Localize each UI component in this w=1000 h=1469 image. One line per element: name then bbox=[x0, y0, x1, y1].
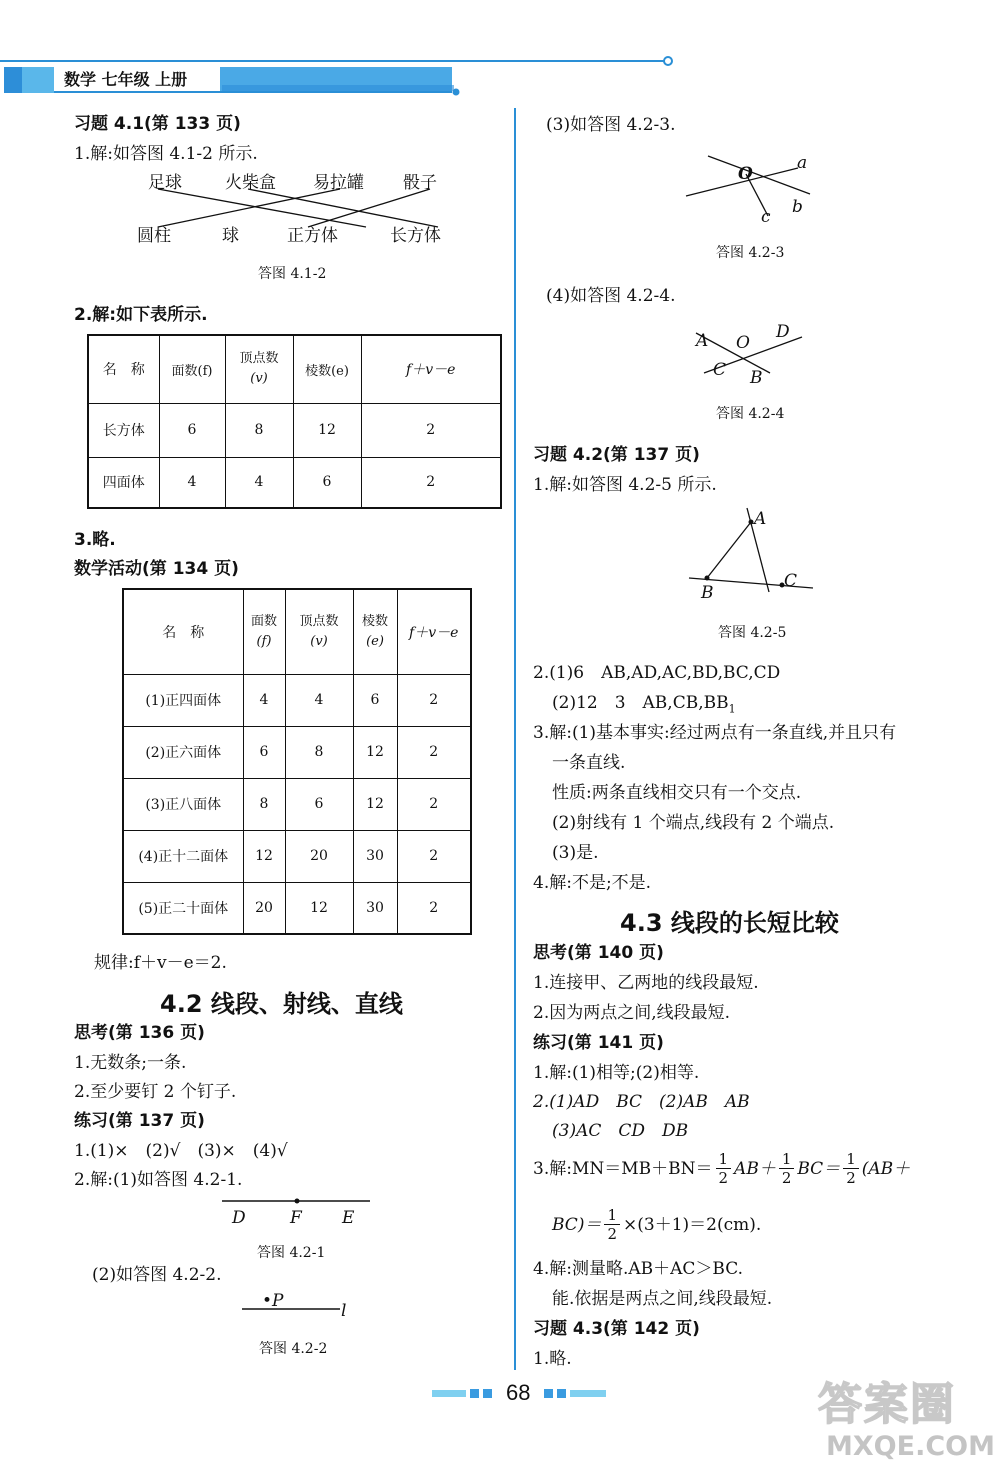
fraction: $\frac{1}{2}$ bbox=[604, 1206, 620, 1243]
exercise-4-3-q1: 1.略. bbox=[533, 1349, 572, 1369]
think-136-1: 1.无数条;一条. bbox=[74, 1053, 187, 1073]
exercise-4-1-title: 习题 4.1(第 133 页) bbox=[74, 114, 241, 134]
fig412-bottom-cylinder: 圆柱 bbox=[137, 226, 171, 246]
table-row: (5)正二十面体 20 12 30 2 bbox=[123, 882, 471, 934]
practice-141-4a: 4.解:测量略.AB＋AC＞BC. bbox=[533, 1259, 744, 1279]
fig421-label-f: F bbox=[290, 1208, 302, 1228]
fig425-label-b: B bbox=[701, 583, 714, 603]
exercise-4-2-title: 习题 4.2(第 137 页) bbox=[533, 445, 700, 465]
exercise-4-2-q3e: (3)是. bbox=[552, 843, 599, 863]
practice-137-2d: (4)如答图 4.2-4. bbox=[546, 286, 676, 306]
table1-header-vertices: 顶点数 (v) bbox=[225, 335, 293, 403]
think-140-1: 1.连接甲、乙两地的线段最短. bbox=[533, 973, 759, 993]
practice-141-4b: 能.依据是两点之间,线段最短. bbox=[552, 1289, 773, 1309]
think-140-2: 2.因为两点之间,线段最短. bbox=[533, 1003, 731, 1023]
practice-141-2b: (3)AC CD DB bbox=[552, 1121, 689, 1141]
table-row: (1)正四面体 4 4 6 2 bbox=[123, 674, 471, 726]
practice-141-3-line2: BC)＝ $\frac{1}{2}$ ×(3＋1)＝2(cm). bbox=[552, 1206, 762, 1243]
fig425-caption: 答图 4.2-5 bbox=[718, 625, 787, 641]
figure-4-2-2-line bbox=[240, 1305, 345, 1313]
fig424-label-c: C bbox=[713, 360, 727, 380]
page-number: 68 bbox=[506, 1380, 531, 1405]
table1-header-name: 名 称 bbox=[88, 335, 159, 403]
watermark-url: MXQE.COM bbox=[826, 1431, 995, 1462]
practice-141-2a: 2.(1)AD BC (2)AB AB bbox=[533, 1092, 750, 1112]
practice-141-3-line1: 3.解:MN＝MB＋BN＝ 1 2 AB＋ 1 2 BC＝ 1 2 (AB＋ bbox=[533, 1150, 911, 1187]
think-140-title: 思考(第 140 页) bbox=[533, 943, 664, 963]
fig424-label-b: B bbox=[750, 368, 763, 388]
practice-137-2b: (2)如答图 4.2-2. bbox=[92, 1265, 222, 1285]
figure-4-2-1-line bbox=[220, 1196, 375, 1206]
table2-header-vertices: 顶点数 (v) bbox=[285, 589, 353, 674]
fig423-label-c: c bbox=[761, 207, 771, 227]
footer-decoration-right bbox=[544, 1386, 614, 1400]
fig422-caption: 答图 4.2-2 bbox=[259, 1341, 328, 1357]
header-title: 数学 七年级 上册 bbox=[64, 70, 188, 89]
exercise-4-2-q3d: (2)射线有 1 个端点,线段有 2 个端点. bbox=[552, 813, 835, 833]
exercise-4-2-q3b: 一条直线. bbox=[552, 753, 626, 773]
practice-137-2: 2.解:(1)如答图 4.2-1. bbox=[74, 1170, 243, 1190]
table1-header-edges: 棱数(e) bbox=[293, 335, 361, 403]
exercise-4-2-q3c: 性质:两条直线相交只有一个交点. bbox=[552, 783, 802, 803]
exercise-4-3-title: 习题 4.3(第 142 页) bbox=[533, 1319, 700, 1339]
practice-137-title: 练习(第 137 页) bbox=[74, 1111, 205, 1131]
table-regular-polyhedra bbox=[122, 588, 472, 935]
fig424-caption: 答图 4.2-4 bbox=[716, 406, 785, 422]
fig412-top-matchbox: 火柴盒 bbox=[225, 173, 276, 193]
column-divider bbox=[514, 108, 516, 1370]
table2-header-edges: 棱数 (e) bbox=[353, 589, 397, 674]
section-4-3-heading: 4.3 线段的长短比较 bbox=[620, 909, 839, 937]
exercise-4-1-q1: 1.解:如答图 4.1-2 所示. bbox=[74, 144, 258, 164]
header-bar bbox=[0, 55, 680, 100]
section-4-2-heading: 4.2 线段、射线、直线 bbox=[160, 990, 403, 1018]
table1-header-faces: 面数(f) bbox=[159, 335, 225, 403]
table-row: 长方体 6 8 12 2 bbox=[88, 403, 501, 457]
table-row: (2)正六面体 6 8 12 2 bbox=[123, 726, 471, 778]
fig421-label-d: D bbox=[232, 1208, 246, 1228]
fig422-line-l: l bbox=[341, 1301, 347, 1321]
exercise-4-2-q1: 1.解:如答图 4.2-5 所示. bbox=[533, 475, 717, 495]
fig424-label-a: A bbox=[696, 331, 709, 351]
practice-137-1: 1.(1)× (2)√ (3)× (4)√ bbox=[74, 1141, 288, 1161]
table-row: (3)正八面体 8 6 12 2 bbox=[123, 778, 471, 830]
fraction: 1 2 bbox=[779, 1150, 795, 1187]
table1-header-formula: f＋v－e bbox=[361, 335, 501, 403]
think-136-2: 2.至少要钉 2 个钉子. bbox=[74, 1082, 237, 1102]
exercise-4-2-q2a: 2.(1)6 AB,AD,AC,BD,BC,CD bbox=[533, 663, 781, 683]
fig424-label-o: O bbox=[736, 333, 750, 353]
fig425-label-a: A bbox=[754, 509, 767, 529]
fig423-label-b: b bbox=[792, 197, 803, 217]
fig412-top-can: 易拉罐 bbox=[313, 173, 364, 193]
footer-decoration-left bbox=[432, 1386, 502, 1400]
rule-text: 规律:f＋v－e＝2. bbox=[94, 953, 227, 973]
fig412-top-football: 足球 bbox=[148, 173, 182, 193]
table-row: (4)正十二面体 12 20 30 2 bbox=[123, 830, 471, 882]
watermark-logo: 答案圈 bbox=[818, 1379, 956, 1430]
practice-141-1: 1.解:(1)相等;(2)相等. bbox=[533, 1063, 700, 1083]
fig423-label-o: O bbox=[738, 164, 753, 184]
practice-137-2c: (3)如答图 4.2-3. bbox=[546, 115, 676, 135]
exercise-4-1-q2: 2.解:如下表所示. bbox=[74, 305, 208, 325]
fig412-caption: 答图 4.1-2 bbox=[258, 266, 327, 282]
fig424-label-d: D bbox=[776, 322, 790, 342]
practice-141-title: 练习(第 141 页) bbox=[533, 1033, 664, 1053]
table-faces-vertices-edges bbox=[87, 334, 502, 509]
table2-header-formula: f＋v－e bbox=[397, 589, 471, 674]
fig412-bottom-sphere: 球 bbox=[222, 226, 239, 246]
exercise-4-2-q2b: (2)12 3 $AB,CB,BB_1$ bbox=[552, 693, 736, 716]
fig421-label-e: E bbox=[342, 1208, 355, 1228]
fig412-bottom-cube: 正方体 bbox=[287, 226, 338, 246]
fraction: 1 2 bbox=[716, 1150, 732, 1187]
exercise-4-2-q4: 4.解:不是;不是. bbox=[533, 873, 652, 893]
math-activity-title: 数学活动(第 134 页) bbox=[74, 559, 239, 579]
exercise-4-2-q3a: 3.解:(1)基本事实:经过两点有一条直线,并且只有 bbox=[533, 723, 897, 743]
table-row: 四面体 4 4 6 2 bbox=[88, 457, 501, 508]
table2-header-name: 名 称 bbox=[123, 589, 243, 674]
fig421-caption: 答图 4.2-1 bbox=[257, 1245, 326, 1261]
figure-4-2-5-triangle bbox=[685, 500, 820, 595]
exercise-4-1-q3: 3.略. bbox=[74, 530, 116, 550]
fig412-top-dice: 骰子 bbox=[403, 173, 437, 193]
fraction: 1 2 bbox=[843, 1150, 859, 1187]
fig425-label-c: C bbox=[784, 571, 798, 591]
fig423-label-a: a bbox=[797, 153, 808, 173]
think-136-title: 思考(第 136 页) bbox=[74, 1023, 205, 1043]
table2-header-faces: 面数 (f) bbox=[243, 589, 285, 674]
fig412-bottom-cuboid: 长方体 bbox=[390, 226, 441, 246]
fig423-caption: 答图 4.2-3 bbox=[716, 245, 785, 261]
fig422-point-p: •P bbox=[262, 1291, 284, 1311]
